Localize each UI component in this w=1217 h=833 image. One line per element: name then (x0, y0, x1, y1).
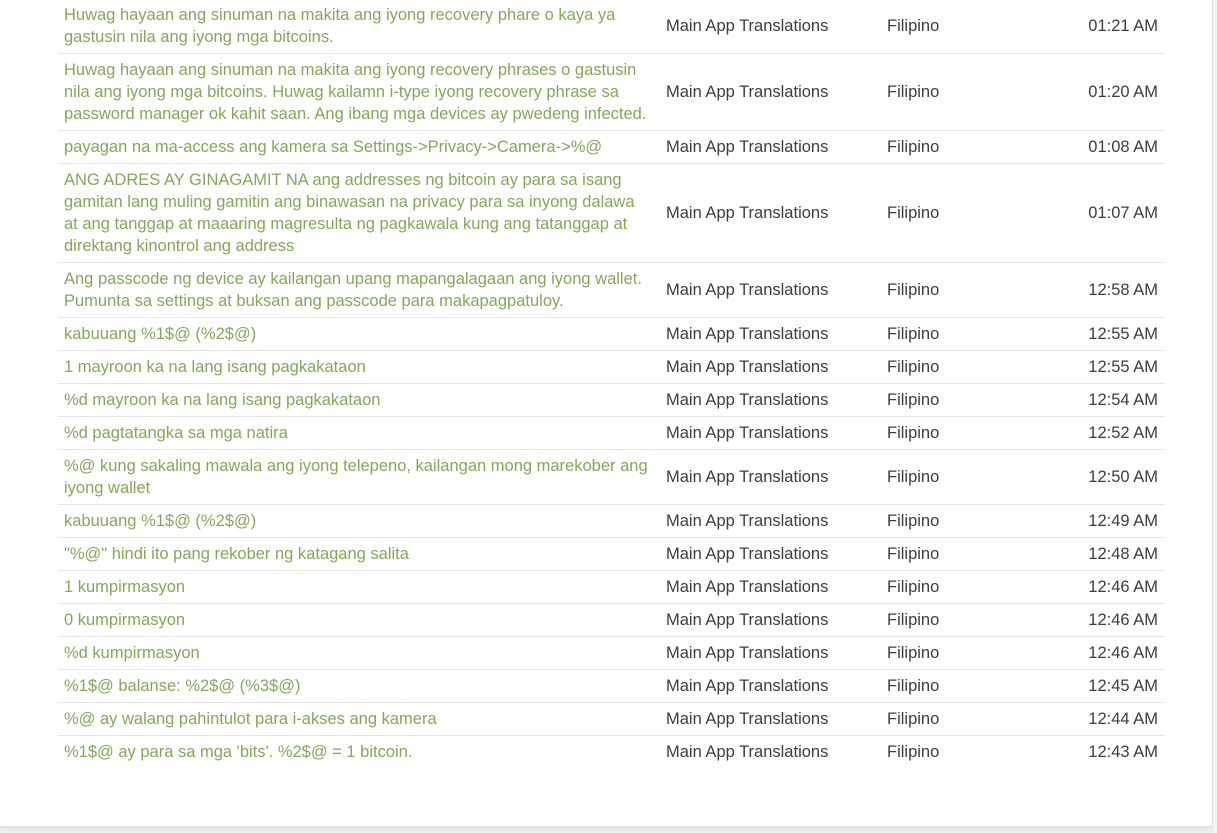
language-cell: Filipino (879, 417, 1044, 450)
translation-text-cell (58, 351, 658, 384)
translation-text-link[interactable]: %d mayroon ka na lang isang pagkakataon (64, 391, 381, 409)
translation-text-cell (58, 450, 658, 505)
project-name-cell: Main App Translations (658, 417, 879, 450)
language-cell: Filipino (879, 450, 1044, 505)
project-name-cell: Main App Translations (658, 736, 879, 769)
translation-text-cell (58, 0, 658, 54)
timestamp-cell: 12:49 AM (1044, 505, 1164, 538)
translation-text-cell (58, 637, 658, 670)
project-name-cell: Main App Translations (658, 263, 879, 318)
translation-text-cell (58, 318, 658, 351)
project-name-cell: Main App Translations (658, 505, 879, 538)
language-cell: Filipino (879, 54, 1044, 131)
translation-text-cell (58, 263, 658, 318)
project-name-cell: Main App Translations (658, 351, 879, 384)
language-cell: Filipino (879, 351, 1044, 384)
language-cell: Filipino (879, 384, 1044, 417)
project-name-cell: Main App Translations (658, 538, 879, 571)
table-row (58, 571, 1164, 604)
table-row (58, 736, 1164, 769)
timestamp-cell: 01:08 AM (1044, 131, 1164, 164)
language-cell: Filipino (879, 131, 1044, 164)
translation-text-link[interactable]: Huwag hayaan ang sinuman na makita ang iyong recovery phrases o gastusin nila ang iyong mga bitcoins. Huwag kailamn i-type iyong recovery phrase sa password manager ok kahit saan. Ang ibang mga devices ay pwedeng infected. (64, 61, 647, 123)
project-name-cell: Main App Translations (666, 17, 829, 35)
timestamp-cell: 12:58 AM (1044, 263, 1164, 318)
translation-text-link[interactable]: 1 kumpirmasyon (64, 578, 186, 596)
translation-text-link[interactable]: Huwag hayaan ang sinuman na makita ang iyong recovery phare o kaya ya gastusin nila ang iyong mga bitcoins. (64, 6, 616, 46)
language-cell: Filipino (879, 637, 1044, 670)
table-row (58, 0, 1164, 54)
language-cell: Filipino (879, 703, 1044, 736)
project-name-cell: Main App Translations (658, 384, 879, 417)
language-cell: Filipino (879, 318, 1044, 351)
project-name-cell: Main App Translations (658, 637, 879, 670)
project-name-cell: Main App Translations (658, 131, 879, 164)
language-cell: Filipino (879, 164, 1044, 263)
translation-text-link[interactable]: 1 mayroon ka na lang isang pagkakataon (64, 358, 366, 376)
timestamp-cell: 01:20 AM (1044, 54, 1164, 131)
language-cell: Filipino (879, 736, 1044, 769)
table-row (58, 604, 1164, 637)
translation-text-link[interactable]: Ang passcode ng device ay kailangan upang mapangalagaan ang iyong wallet. Pumunta sa settings at buksan ang passcode para makapagpatuloy. (64, 270, 642, 310)
timestamp-cell: 01:07 AM (1044, 164, 1164, 263)
table-row (58, 417, 1164, 450)
timestamp-cell: 12:52 AM (1044, 417, 1164, 450)
language-cell: Filipino (879, 604, 1044, 637)
project-name-cell: Main App Translations (658, 164, 879, 263)
timestamp-cell: 12:54 AM (1044, 384, 1164, 417)
activity-table-body (58, 0, 1164, 768)
table-row (58, 670, 1164, 703)
project-name-cell: Main App Translations (658, 450, 879, 505)
timestamp-cell: 01:21 AM (1088, 17, 1158, 35)
translation-text-link[interactable]: %@ ay walang pahintulot para i-akses ang kamera (64, 710, 437, 728)
table-row (58, 318, 1164, 351)
table-row (58, 131, 1164, 164)
project-name-cell: Main App Translations (658, 703, 879, 736)
translation-text-cell (58, 703, 658, 736)
translation-text-link[interactable]: 0 kumpirmasyon (64, 611, 186, 629)
translation-text-cell (58, 571, 658, 604)
table-row (58, 703, 1164, 736)
project-name-cell: Main App Translations (658, 670, 879, 703)
timestamp-cell: 12:50 AM (1044, 450, 1164, 505)
timestamp-cell: 12:48 AM (1044, 538, 1164, 571)
timestamp-cell: 12:43 AM (1044, 736, 1164, 769)
table-row (58, 505, 1164, 538)
translation-text-cell (58, 604, 658, 637)
project-name-cell: Main App Translations (658, 604, 879, 637)
table-row (58, 637, 1164, 670)
language-cell: Filipino (887, 17, 940, 35)
scrollbar-track[interactable] (1213, 0, 1217, 833)
translation-text-link[interactable]: ANG ADRES AY GINAGAMIT NA ang addresses ng bitcoin ay para sa isang gamitan lang muling gamitin ang binawasan na privacy para sa inyong dalawa at ang tanggap at maaaring magresulta ng pagkawala kung ang tatanggap at direktang kinontrol ang address (64, 171, 635, 255)
translation-text-link[interactable]: "%@" hindi ito pang rekober ng katagang salita (64, 545, 409, 563)
language-cell: Filipino (879, 670, 1044, 703)
translation-text-cell (58, 505, 658, 538)
translation-text-cell (58, 164, 658, 263)
language-cell: Filipino (879, 263, 1044, 318)
table-row (58, 384, 1164, 417)
translation-text-link[interactable]: %@ kung sakaling mawala ang iyong telepeno, kailangan mong marekober ang iyong wallet (64, 457, 648, 497)
table-row (58, 54, 1164, 131)
translation-text-cell (58, 538, 658, 571)
table-row (58, 164, 1164, 263)
timestamp-cell: 12:55 AM (1044, 318, 1164, 351)
translation-text-link[interactable]: %d kumpirmasyon (64, 644, 200, 662)
translation-text-link[interactable]: %1$@ balanse: %2$@ (%3$@) (64, 677, 301, 695)
translation-text-cell (58, 131, 658, 164)
table-row (58, 450, 1164, 505)
translation-text-link[interactable]: kabuuang %1$@ (%2$@) (64, 325, 257, 343)
timestamp-cell: 12:44 AM (1044, 703, 1164, 736)
translation-text-link[interactable]: payagan na ma-access ang kamera sa Settings->Privacy->Camera->%@ (64, 138, 603, 156)
translation-text-cell (58, 54, 658, 131)
timestamp-cell: 12:45 AM (1044, 670, 1164, 703)
translation-text-cell (58, 736, 658, 769)
translation-text-cell (58, 417, 658, 450)
language-cell: Filipino (879, 538, 1044, 571)
timestamp-cell: 12:55 AM (1044, 351, 1164, 384)
table-row (58, 351, 1164, 384)
project-name-cell: Main App Translations (658, 571, 879, 604)
timestamp-cell: 12:46 AM (1044, 571, 1164, 604)
translation-text-link[interactable]: %1$@ ay para sa mga 'bits'. %2$@ = 1 bitcoin. (64, 743, 413, 761)
translation-activity-table (58, 0, 1164, 768)
project-name-cell: Main App Translations (658, 54, 879, 131)
timestamp-cell: 12:46 AM (1044, 637, 1164, 670)
translation-text-link[interactable]: %d pagtatangka sa mga natira (64, 424, 288, 442)
translation-text-cell (58, 384, 658, 417)
timestamp-cell: 12:46 AM (1044, 604, 1164, 637)
table-row (58, 538, 1164, 571)
translation-text-cell (58, 670, 658, 703)
translation-text-link[interactable]: kabuuang %1$@ (%2$@) (64, 512, 257, 530)
language-cell: Filipino (879, 571, 1044, 604)
table-row (58, 263, 1164, 318)
project-name-cell: Main App Translations (658, 318, 879, 351)
language-cell: Filipino (879, 505, 1044, 538)
